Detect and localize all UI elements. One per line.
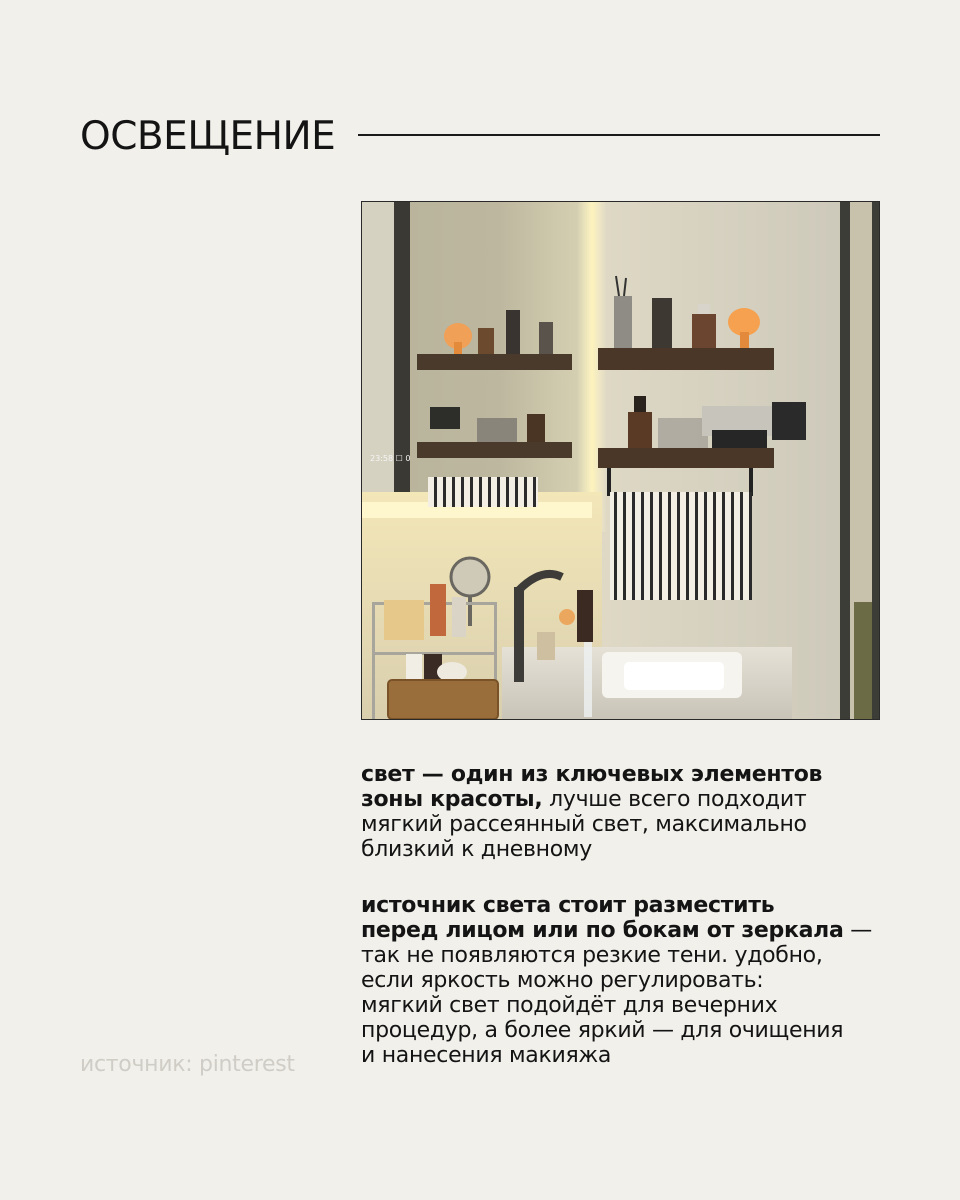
text-line: перед лицом или по бокам от зеркала — [361, 918, 872, 943]
text-line: зоны красоты, лучше всего подходит [361, 787, 807, 812]
paragraph-lighting-importance [361, 762, 901, 862]
title-divider [358, 134, 880, 136]
text-line: мягкий свет подойдёт для вечерних [361, 993, 778, 1018]
paragraph-light-placement [361, 893, 901, 1068]
text-line: близкий к дневному [361, 837, 592, 862]
text-line: если яркость можно регулировать: [361, 968, 764, 993]
text-line: источник света стоит разместить [361, 893, 775, 918]
text-line: процедур, а более яркий — для очищения [361, 1018, 844, 1043]
text-line: свет — один из ключевых элементов [361, 762, 823, 787]
text-line: и нанесения макияжа [361, 1043, 612, 1068]
source-credit: источник: pinterest [80, 1052, 295, 1077]
bathroom-photo [361, 201, 880, 720]
page-title: ОСВЕЩЕНИЕ [80, 114, 336, 159]
text-line: мягкий рассеянный свет, максимально [361, 812, 807, 837]
mirror-clock-display: 23:58 ☐ 0 [370, 454, 411, 463]
text-line: так не появляются резкие тени. удобно, [361, 943, 823, 968]
